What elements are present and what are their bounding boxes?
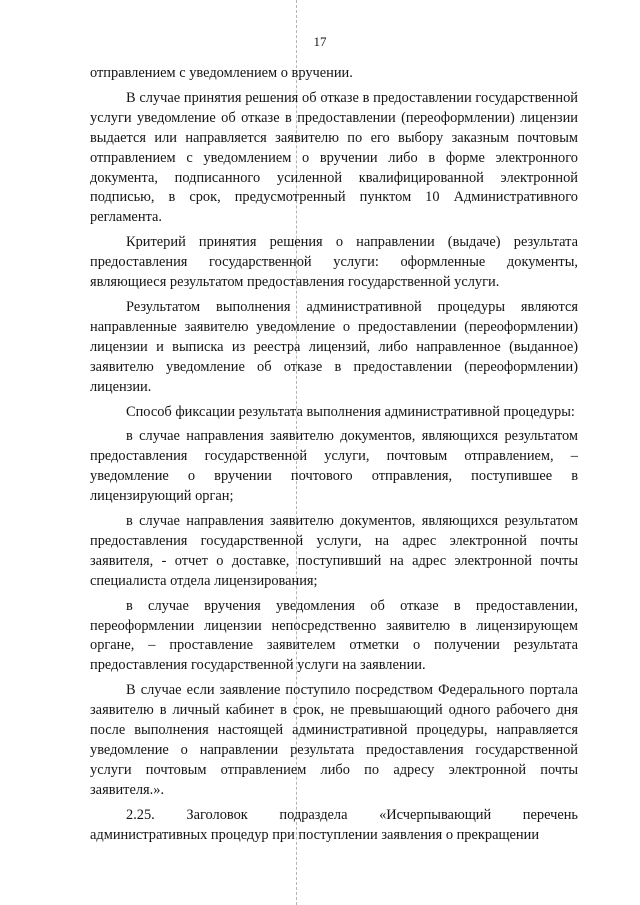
paragraph-section-2-25: 2.25. Заголовок подраздела «Исчерпывающий перечень административных процедур при поступлении заявления о прекращении <box>90 806 578 843</box>
paragraph-procedure-result: Результатом выполнения административной процедуры являются направленные заявителю уведомление о предоставлении (переоформлении) лицензии и выписка из реестра лицензий, либо направленное (выданное) заявителю уведомление об отказе в предоставлении (переоформлении) лицензии. <box>90 298 578 395</box>
paragraph-email-delivery: в случае направления заявителю документов, являющихся результатом предоставления государственной услуги, на адрес электронной почты заявителя, - отчет о доставке, поступивший на адрес электронной почты специалиста отдела лицензирования; <box>90 513 578 589</box>
paragraph-postal-delivery: в случае направления заявителю документов, являющихся результатом предоставления государственной услуги, почтовым отправлением, – уведомление о вручении почтового отправления, поступившее в лицензирующий орган; <box>90 428 578 505</box>
paragraph-in-person-delivery: в случае вручения уведомления об отказе в предоставлении, переоформлении лицензии непосредственно заявителю в лицензирующем органе, – проставление заявителем отметки о получении результата предоставления государственной услуги на заявлении. <box>90 597 578 674</box>
paragraph-continuation: отправлением с уведомлением о вручении. <box>90 65 353 81</box>
paragraph-decision-criterion: Критерий принятия решения о направлении (выдаче) результата предоставления государственной услуги: оформленные документы, являющиеся результатом предоставления государственной услуги. <box>90 234 578 291</box>
page-number: 17 <box>313 34 327 49</box>
paragraph-fixation-method: Способ фиксации результата выполнения административной процедуры: <box>126 403 575 420</box>
paragraph-refusal-notice: В случае принятия решения об отказе в предоставлении государственной услуги уведомление об отказе в предоставлении (переоформлении) лицензии выдается или направляется заявителю по его выбору заказным почтовым отправлением с уведомлением о вручении либо в форме электронного документа, подписанного усиленной квалифицированной электронной подписью, в срок, предусмотренный пунктом 10 Административного регламента. <box>90 89 578 226</box>
document-body <box>90 64 578 851</box>
paragraph-federal-portal: В случае если заявление поступило посредством Федерального портала заявителю в личный кабинет в срок, не превышающий одного рабочего дня после выполнения настоящей административной процедуры, направляется уведомление о направлении результата предоставления государственной услуги почтовым отправлением либо по адресу электронной почты заявителя.». <box>90 682 578 798</box>
